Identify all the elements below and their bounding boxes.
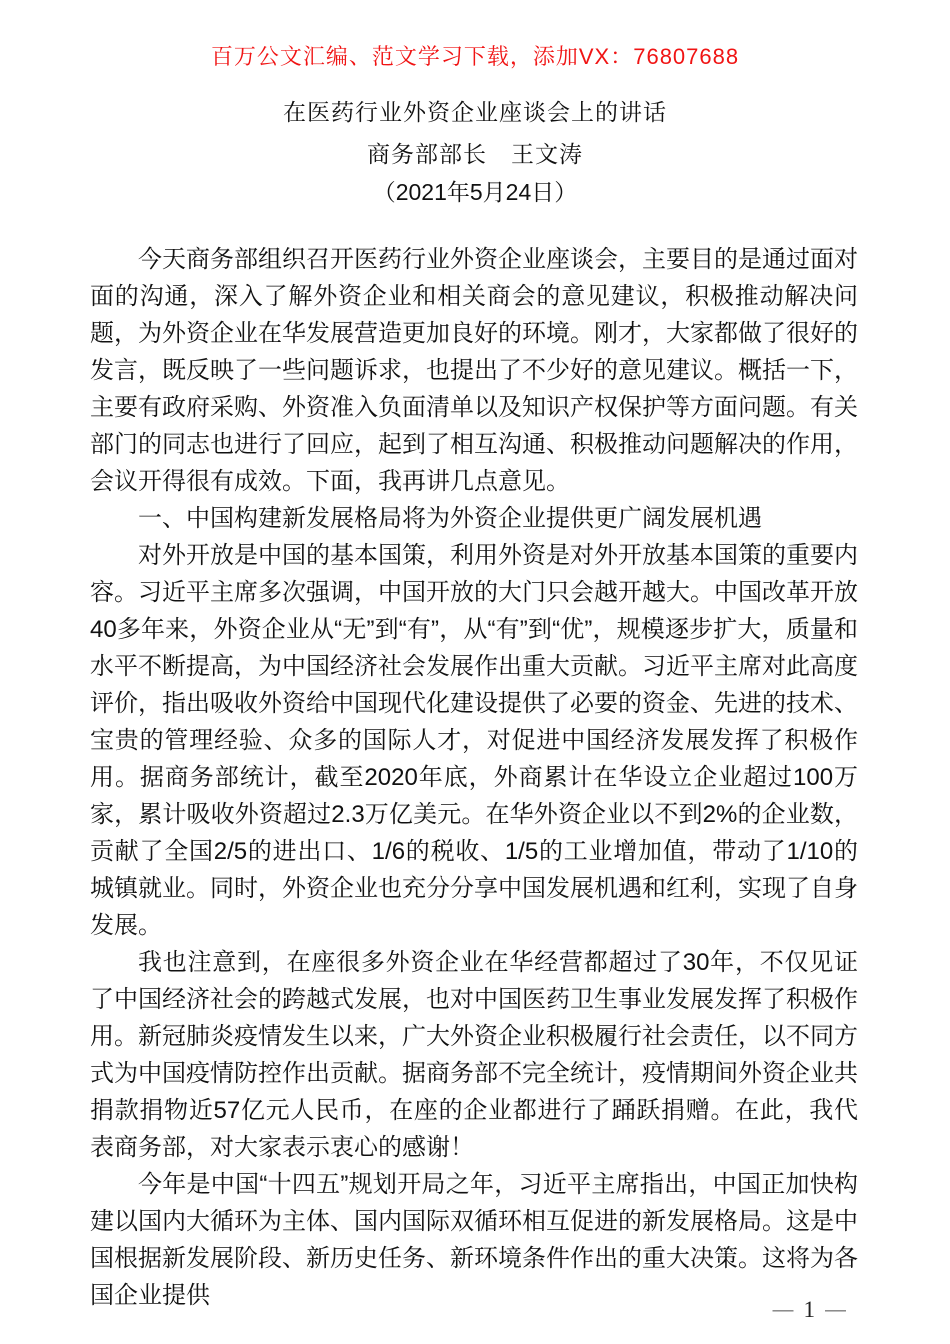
- page-footer: [773, 1298, 847, 1322]
- paragraph-opening-up: 对外开放是中国的基本国策，利用外资是对外开放基本国策的重要内容。习近平主席多次强调，中国开放的大门只会越开越大。中国改革开放40多年来，外资企业从“无”到“有”，从“有”到“优”，规模逐步扩大，质量和水平不断提高，为中国经济社会发展作出重大贡献。习近平主席对此高度评价，指出吸收外资给中国现代化建设提供了必要的资金、先进的技术、宝贵的管理经验、众多的国际人才，对促进中国经济发展发挥了积极作用。据商务部统计，截至2020年底，外商累计在华设立企业超过100万家，累计吸收外资超过2.3万亿美元。在华外资企业以不到2%的企业数，贡献了全国2/5的进出口、1/6的税收、1/5的工业增加值，带动了1/10的城镇就业。同时，外资企业也充分分享中国发展机遇和红利，实现了自身发展。: [90, 542, 858, 939]
- doc-author: 商务部部长 王文涛: [367, 141, 583, 167]
- document-body: [90, 241, 858, 1314]
- paragraph-foreign-enterprises: 我也注意到，在座很多外资企业在华经营都超过了30年，不仅见证了中国经济社会的跨越式发展，也对中国医药卫生事业发展发挥了积极作用。新冠肺炎疫情发生以来，广大外资企业积极履行社会责任，以不同方式为中国疫情防控作出贡献。据商务部不完全统计，疫情期间外资企业共捐款捐物近57亿元人民币，在座的企业都进行了踊跃捐赠。在此，我代表商务部，对大家表示衷心的感谢！: [90, 949, 858, 1161]
- doc-title: 在医药行业外资企业座谈会上的讲话: [283, 99, 667, 125]
- section-heading-1: 一、中国构建新发展格局将为外资企业提供更广阔发展机遇: [138, 505, 762, 532]
- header-notice: 百万公文汇编、范文学习下载，添加VX：76807688: [210, 44, 740, 69]
- paragraph-intro: 今天商务部组织召开医药行业外资企业座谈会，主要目的是通过面对面的沟通，深入了解外资企业和相关商会的意见建议，积极推动解决问题，为外资企业在华发展营造更加良好的环境。刚才，大家都做了很好的发言，既反映了一些问题诉求，也提出了不少好的意见建议。概括一下，主要有政府采购、外资准入负面清单以及知识产权保护等方面问题。有关部门的同志也进行了回应，起到了相互沟通、积极推动问题解决的作用，会议开得很有成效。下面，我再讲几点意见。: [90, 246, 858, 495]
- doc-date: （2021年5月24日）: [372, 179, 578, 205]
- page-number: 1: [803, 1297, 815, 1322]
- paragraph-new-development: 今年是中国“十四五”规划开局之年，习近平主席指出，中国正加快构建以国内大循环为主体、国内国际双循环相互促进的新发展格局。这是中国根据新发展阶段、新历史任务、新环境条件作出的重大决策。这将为各国企业提供: [90, 1171, 858, 1309]
- footer-dash-right: —: [825, 1298, 846, 1321]
- footer-dash-left: —: [772, 1298, 794, 1321]
